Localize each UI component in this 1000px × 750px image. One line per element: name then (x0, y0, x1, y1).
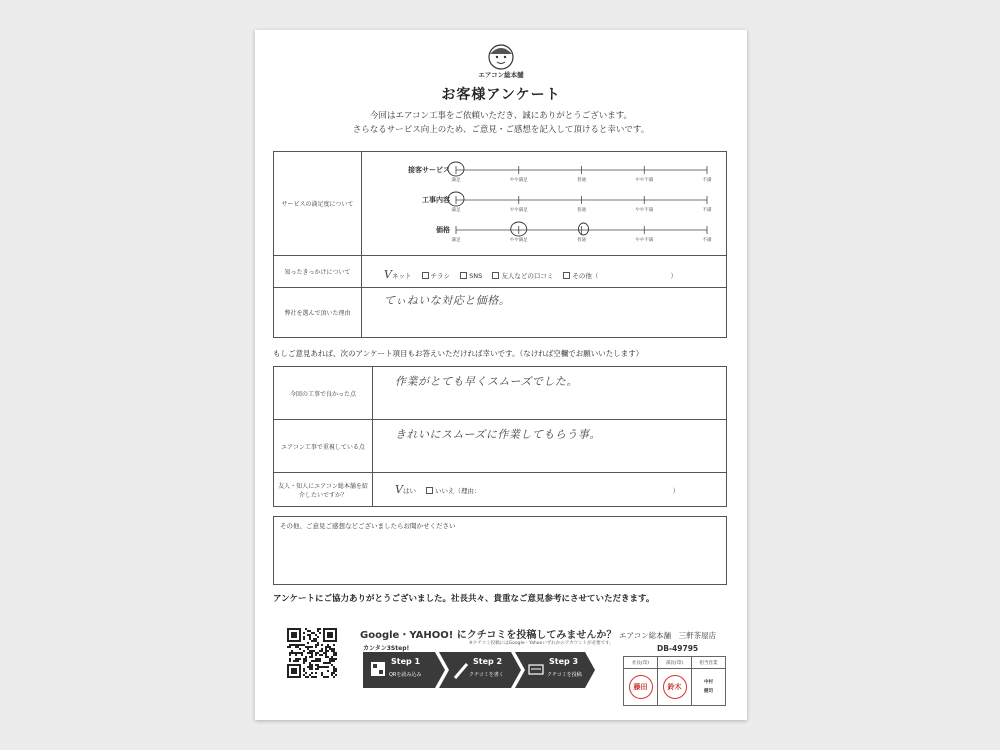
stamp-header-manager: 部長(印) (658, 657, 692, 669)
step-3-desc: クチコミを投稿 (547, 672, 582, 678)
stamp-table (623, 656, 726, 706)
office-code: DB-49795 (657, 644, 699, 653)
good-points-cell[interactable] (373, 367, 727, 420)
checkbox-other[interactable] (563, 272, 570, 279)
rating-scale-label-1-4: 不満 (702, 208, 712, 213)
option-flyer: チラシ (430, 272, 451, 280)
reason-answer: てぃねいな対応と価格。 (384, 294, 511, 307)
option-no: いいえ（理由： (435, 487, 481, 495)
satisfaction-table (273, 151, 727, 338)
rating-scale-label-0-1: やや満足 (509, 178, 528, 183)
rating-scale-label-0-2: 普通 (577, 178, 586, 183)
step-1-label: Step 1 (391, 657, 421, 666)
good-points-answer: 作業がとても早くスムーズでした。 (395, 375, 578, 388)
office-company: エアコン総本舗 三軒茶屋店 (619, 631, 717, 640)
step-2-desc: クチコミを書く (469, 672, 504, 678)
rating-scale-label-0-0: 満足 (451, 178, 461, 183)
qr-icon (371, 662, 385, 676)
step-1-desc: QRを読み込み (389, 672, 422, 678)
step-3-label: Step 3 (549, 657, 579, 666)
rep-name: 中村 健司 (704, 680, 713, 694)
reason-answer-cell[interactable] (362, 288, 727, 338)
checkbox-word-of-mouth[interactable] (492, 272, 499, 279)
seal-manager: 鈴木 (663, 675, 687, 699)
satisfaction-ratings (362, 152, 727, 256)
rating-scale-label-0-3: やや不満 (635, 178, 654, 183)
rating-extra-mark-2 (579, 223, 589, 235)
reason-label: 弊社を選んで頂いた理由 (274, 288, 362, 338)
checkbox-flyer[interactable] (422, 272, 429, 279)
good-points-label: 今回の工事で良かった点 (274, 367, 373, 420)
ratings-chart (362, 152, 726, 253)
satisfaction-label: サービスの満足度について (274, 152, 362, 256)
recommend-options (373, 473, 727, 507)
expectations-label: エアコン工事で重視している点 (274, 420, 373, 473)
source-options (362, 256, 727, 288)
expectations-answer: きれいにスムーズに作業してもらう事。 (395, 428, 601, 441)
option-sns: SNS (469, 272, 483, 280)
option-no-close: ） (672, 487, 680, 495)
step-2-label: Step 2 (473, 657, 503, 666)
rating-scale-label-1-1: やや満足 (509, 208, 528, 213)
rating-item-name-0: 接客サービス (408, 166, 450, 174)
seal-president: 藤田 (629, 675, 653, 699)
recommend-label: 友人・知人にエアコン総本舗を紹介したいですか？ (274, 473, 373, 507)
page-title: お客様アンケート (441, 87, 561, 103)
rating-scale-label-2-4: 不満 (702, 238, 712, 243)
intro-line-1: 今回はエアコン工事をご依頼いただき、誠にありがとうございます。 (369, 111, 633, 121)
step-banner (363, 652, 595, 688)
stamp-header-rep: 担当営業 (692, 657, 726, 669)
stamp-header-president: 社長(印) (624, 657, 658, 669)
rating-scale-label-1-0: 満足 (451, 208, 461, 213)
survey-sheet (255, 30, 747, 720)
option-word-of-mouth: 友人などの口コミ (501, 272, 554, 280)
expectations-cell[interactable] (373, 420, 727, 473)
rating-scale-label-2-2: 普通 (577, 238, 586, 243)
rating-scale-label-1-3: やや不満 (635, 208, 654, 213)
rating-scale-label-1-2: 普通 (577, 208, 586, 213)
thanks-footer: アンケートにご協力ありがとうございました。社長共々、貴重なご意見参考にさせていただきます。 (273, 594, 655, 604)
qr-code[interactable] (287, 628, 337, 678)
optional-note: もしご意見あれば、次のアンケート項目もお答えいただければ幸いです。（なければ空欄でお願いいたします） (273, 349, 644, 358)
check-mark-net: V (384, 268, 392, 281)
rating-item-name-1: 工事内容 (422, 196, 450, 204)
promo-title: Google・YAHOO! にクチコミを投稿してみませんか？ (360, 630, 617, 641)
rating-item-name-2: 価格 (436, 226, 450, 234)
intro-line-2: さらなるサービス向上のため、ご意見・ご感想を記入して頂けると幸いです。 (352, 125, 650, 135)
comments-label: その他、ご意見ご感想などございましたらお聞かせください (280, 522, 456, 530)
check-mark-yes: V (395, 483, 403, 496)
promo-kantan: カンタン3Step! (363, 645, 410, 652)
optional-table (273, 366, 727, 507)
rating-scale-label-2-3: やや不満 (635, 238, 654, 243)
checkbox-no[interactable] (426, 487, 433, 494)
option-yes[interactable]: はい (402, 487, 416, 495)
option-other: その他（ (572, 272, 599, 280)
checkbox-sns[interactable] (460, 272, 467, 279)
promo-sub: ※クチコミ投稿にはGoogle・Yahooいずれかのアカウントが必要です。 (469, 641, 614, 646)
rating-scale-label-2-1: やや満足 (509, 238, 528, 243)
rating-scale-label-2-0: 満足 (451, 238, 461, 243)
option-other-close: ） (670, 272, 677, 280)
option-net[interactable]: ネット (391, 272, 412, 280)
comments-box[interactable] (273, 516, 727, 585)
rating-scale-label-0-4: 不満 (702, 178, 712, 183)
logo-text: エアコン総本舗 (478, 71, 524, 79)
source-label: 知ったきっかけについて (274, 256, 362, 288)
